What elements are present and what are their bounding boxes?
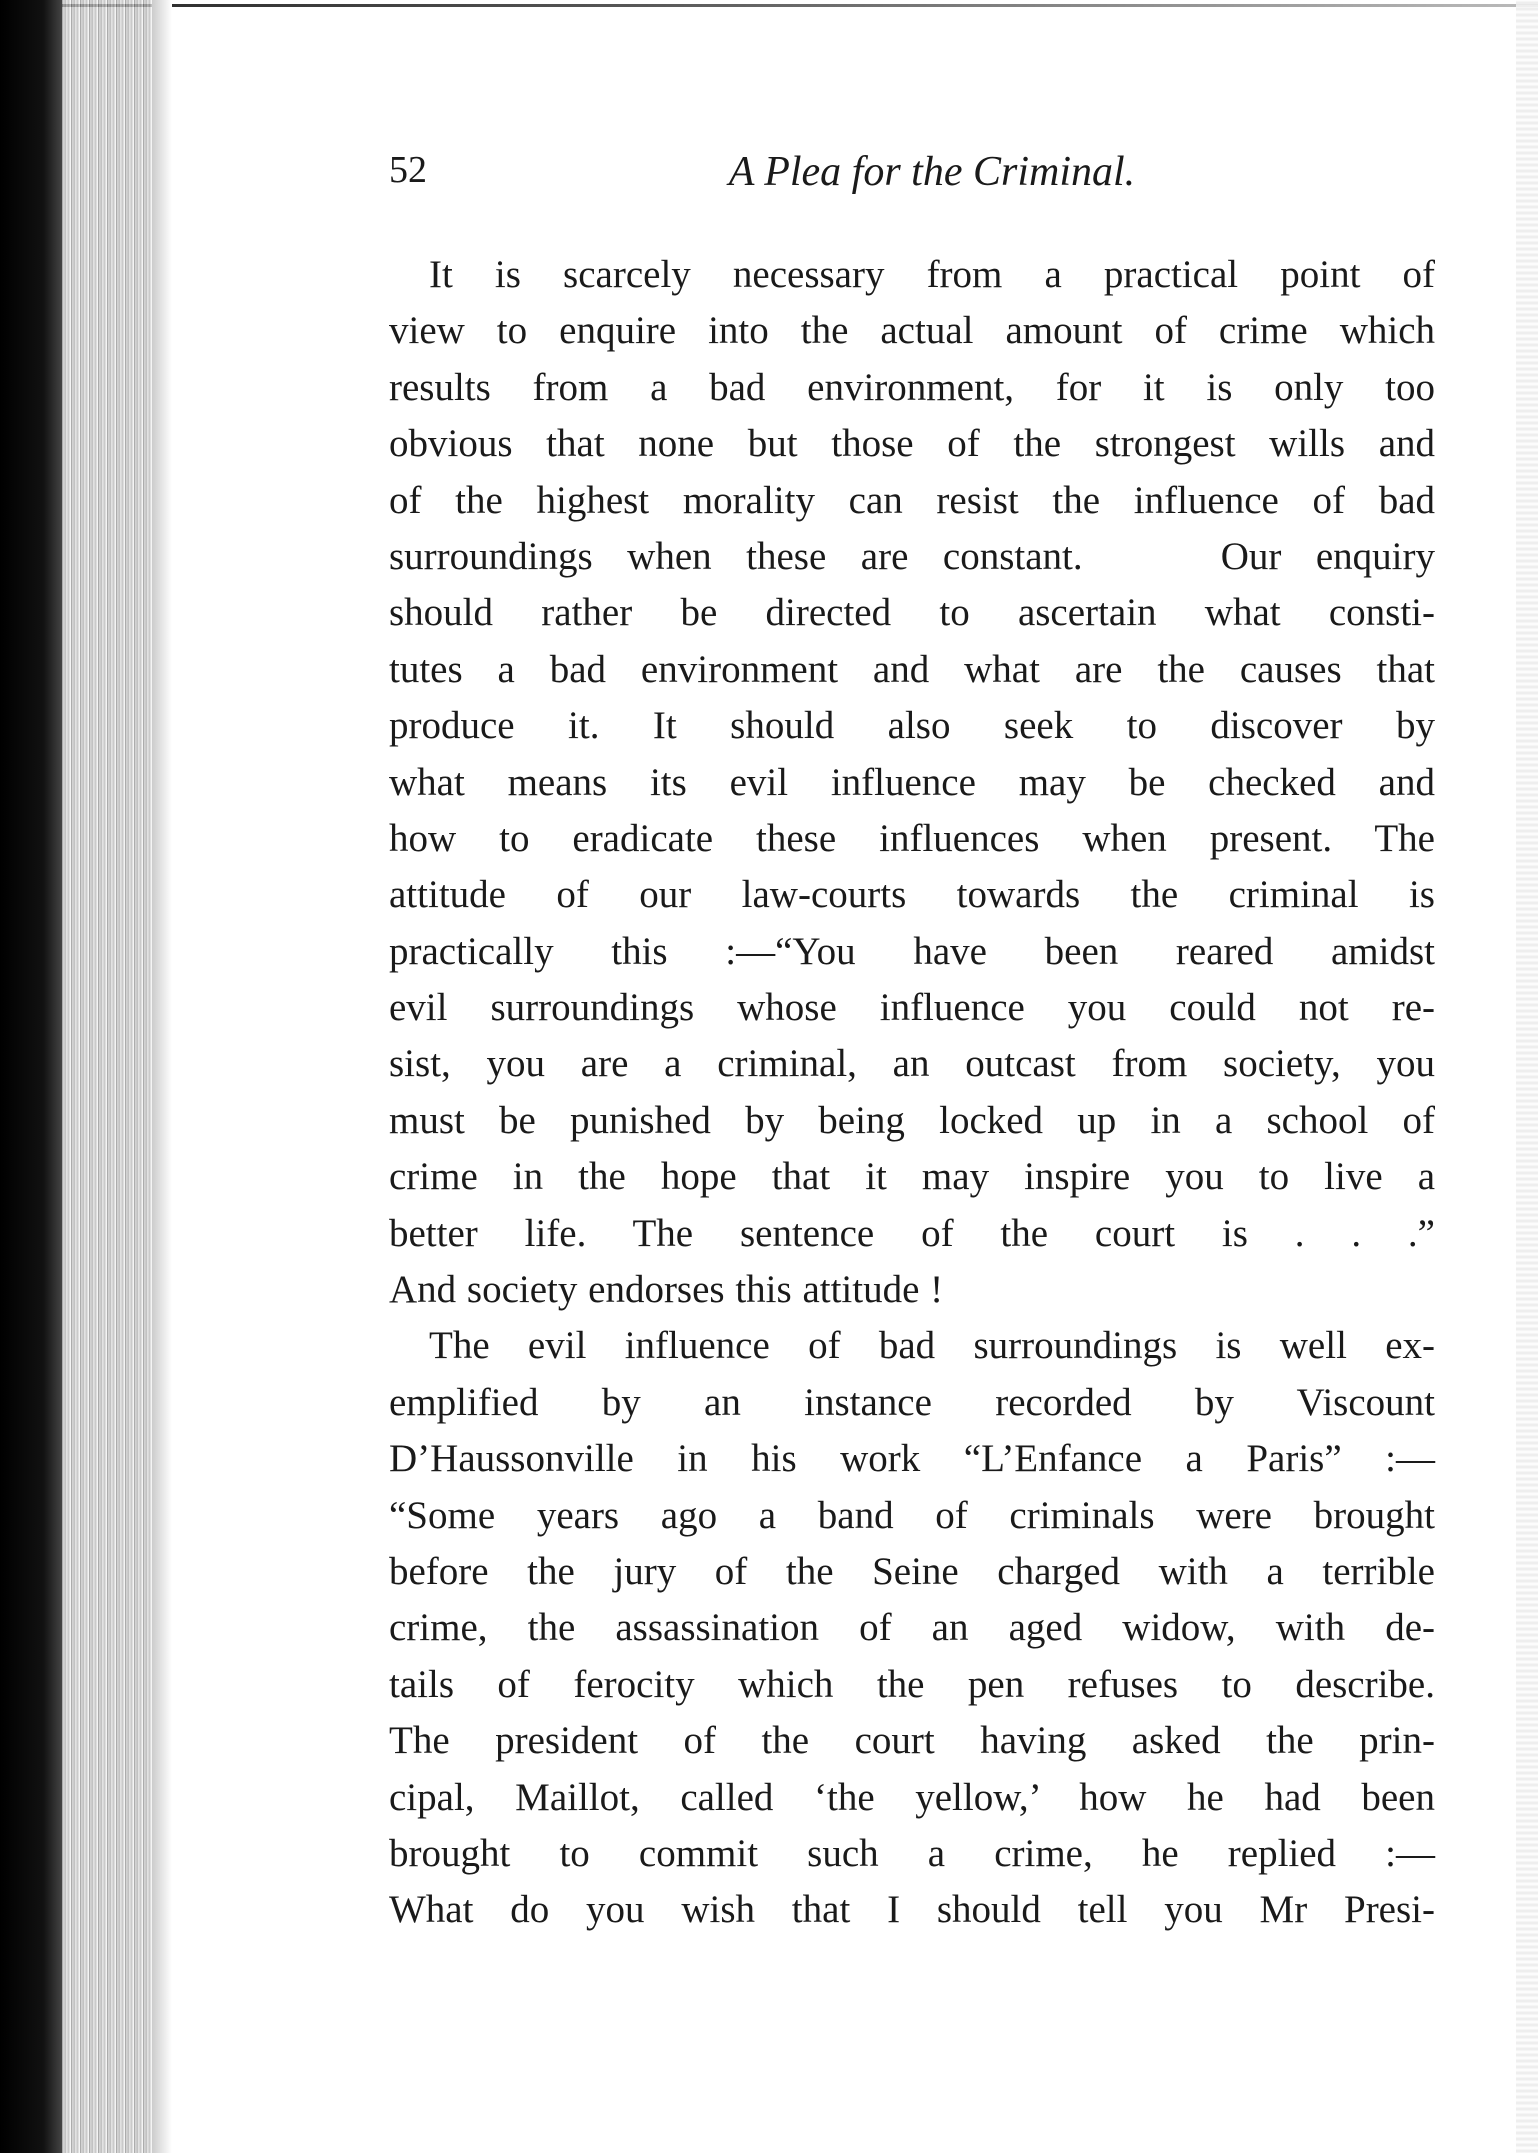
text-line: of the highest morality can resist the influence of bad	[389, 478, 1435, 522]
text-line: tutes a bad environment and what are the causes that	[389, 647, 1435, 691]
page-gutter	[152, 0, 172, 2153]
running-title: A Plea for the Criminal.	[728, 149, 1136, 195]
text-line: The president of the court having asked the prin-	[389, 1719, 1435, 1763]
text-line: surroundings when these are constant. Our enquiry	[389, 534, 1435, 578]
right-page-edge	[1516, 0, 1538, 2153]
text-line: attitude of our law-courts towards the criminal is	[389, 873, 1435, 917]
text-line: crime, the assassination of an aged widow, with de-	[389, 1606, 1435, 1650]
text-line: The evil influence of bad surroundings is well ex-	[429, 1324, 1435, 1368]
text-line: What do you wish that I should tell you Mr Presi-	[389, 1888, 1435, 1932]
page-body	[389, 247, 1435, 1939]
text-line: must be punished by being locked up in a school of	[389, 1098, 1435, 1142]
text-line: And society endorses this attitude !	[389, 1268, 944, 1312]
text-line: view to enquire into the actual amount of crime which	[389, 309, 1435, 353]
text-line: evil surroundings whose influence you could not re-	[389, 986, 1435, 1030]
text-line: D’Haussonville in his work “L’Enfance a Paris” :—	[389, 1437, 1435, 1481]
text-line: practically this :—“You have been reared amidst	[389, 929, 1435, 973]
page-top-rule	[0, 4, 1538, 7]
text-line: It is scarcely necessary from a practical point of	[429, 253, 1435, 296]
text-line: what means its evil influence may be checked and	[389, 760, 1435, 804]
text-line: obvious that none but those of the strongest wills and	[389, 422, 1435, 466]
text-line: results from a bad environment, for it is only too	[389, 365, 1435, 409]
text-line: cipal, Maillot, called ‘the yellow,’ how he had been	[389, 1775, 1435, 1819]
text-line: how to eradicate these influences when present. The	[389, 816, 1435, 860]
text-line: produce it. It should also seek to discover by	[389, 704, 1435, 748]
book-binding-shadow	[0, 0, 62, 2153]
text-line: should rather be directed to ascertain what consti-	[389, 591, 1435, 635]
text-line: “Some years ago a band of criminals were brought	[389, 1493, 1435, 1537]
text-line: sist, you are a criminal, an outcast from society, you	[389, 1042, 1435, 1086]
paragraph-2	[389, 1318, 1435, 1938]
text-line: crime in the hope that it may inspire you to live a	[389, 1155, 1435, 1199]
text-line: emplified by an instance recorded by Viscount	[389, 1380, 1435, 1424]
running-header	[389, 148, 1435, 204]
text-line: before the jury of the Seine charged with a terrible	[389, 1549, 1435, 1593]
text-line: tails of ferocity which the pen refuses to describe.	[389, 1662, 1435, 1706]
text-line: better life. The sentence of the court is . . .”	[389, 1211, 1435, 1255]
paragraph-1	[389, 247, 1435, 1318]
page-edges	[62, 0, 152, 2153]
page-number: 52	[389, 149, 427, 191]
text-line: brought to commit such a crime, he replied :—	[389, 1831, 1435, 1875]
